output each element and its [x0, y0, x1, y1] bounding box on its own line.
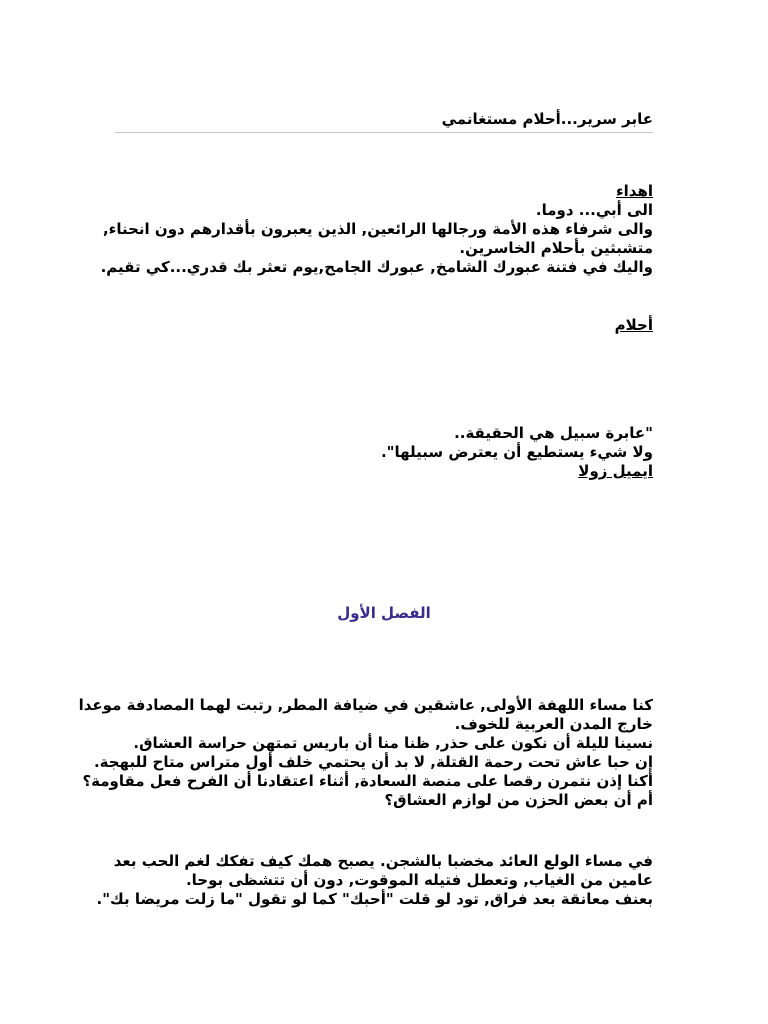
dedication-line: واليك في فتنة عبورك الشامخ, عبورك الجامح,يوم تعثر بك قدري...كي تقيم.: [100, 258, 653, 276]
dedication-section: [100, 182, 653, 277]
paragraph-1: [78, 696, 653, 810]
paragraph-line: عامين من الغياب, وتعطل فتيله الموقوت, دون أن تتشظى بوحا.: [185, 871, 653, 889]
paragraph-line: خارج المدن العربية للخوف.: [454, 715, 653, 733]
page-title: عابر سرير...أحلام مستغانمي: [441, 110, 653, 128]
paragraph-line: كنا مساء اللهفة الأولى, عاشقين في ضيافة المطر, رتبت لهما المصادفة موعدا: [78, 696, 653, 714]
epigraph-line: "عابرة سبيل هي الحقيقة..: [454, 424, 653, 442]
dedication-line: والى شرفاء هذه الأمة ورجالها الرائعين, الذين يعبرون بأقدارهم دون انحناء,: [102, 220, 653, 238]
chapter-title: الفصل الأول: [337, 604, 431, 622]
epigraph: [113, 424, 653, 481]
author-signature-section: [113, 316, 653, 335]
paragraph-line: إن حبا عاش تحت رحمة القتلة, لا بد أن يحتمي خلف أول متراس متاح للبهجة.: [93, 753, 653, 771]
dedication-heading: اهداء: [615, 182, 653, 200]
paragraph-line: أكنا إذن نتمرن رقصا على منصة السعادة, أثناء اعتقادنا أن الفرح فعل مقاومة؟: [82, 772, 653, 790]
author-signature: أحلام: [614, 316, 653, 334]
dedication-line: متشبثين بأحلام الخاسرين.: [459, 239, 653, 257]
epigraph-author: ايميل زولا: [578, 462, 653, 480]
paragraph-line: في مساء الولع العائد مخضبا بالشجن. يصبح همك كيف تفكك لغم الحب بعد: [113, 852, 653, 870]
paragraph-line: نسينا لليلة أن نكون على حذر, ظنا منا أن باريس تمتهن حراسة العشاق.: [133, 734, 653, 752]
paragraph-line: بعنف معانقة بعد فراق, تود لو قلت "أحبك" كما لو تقول "ما زلت مريضا بك".: [96, 890, 653, 908]
dedication-line: الى أبي... دوما.: [535, 201, 653, 219]
epigraph-line: ولا شيء يستطيع أن يعترض سبيلها".: [380, 443, 653, 461]
paragraph-2: [96, 852, 653, 909]
title-divider: [115, 132, 653, 133]
paragraph-line: أم أن بعض الحزن من لوازم العشاق؟: [384, 791, 653, 809]
